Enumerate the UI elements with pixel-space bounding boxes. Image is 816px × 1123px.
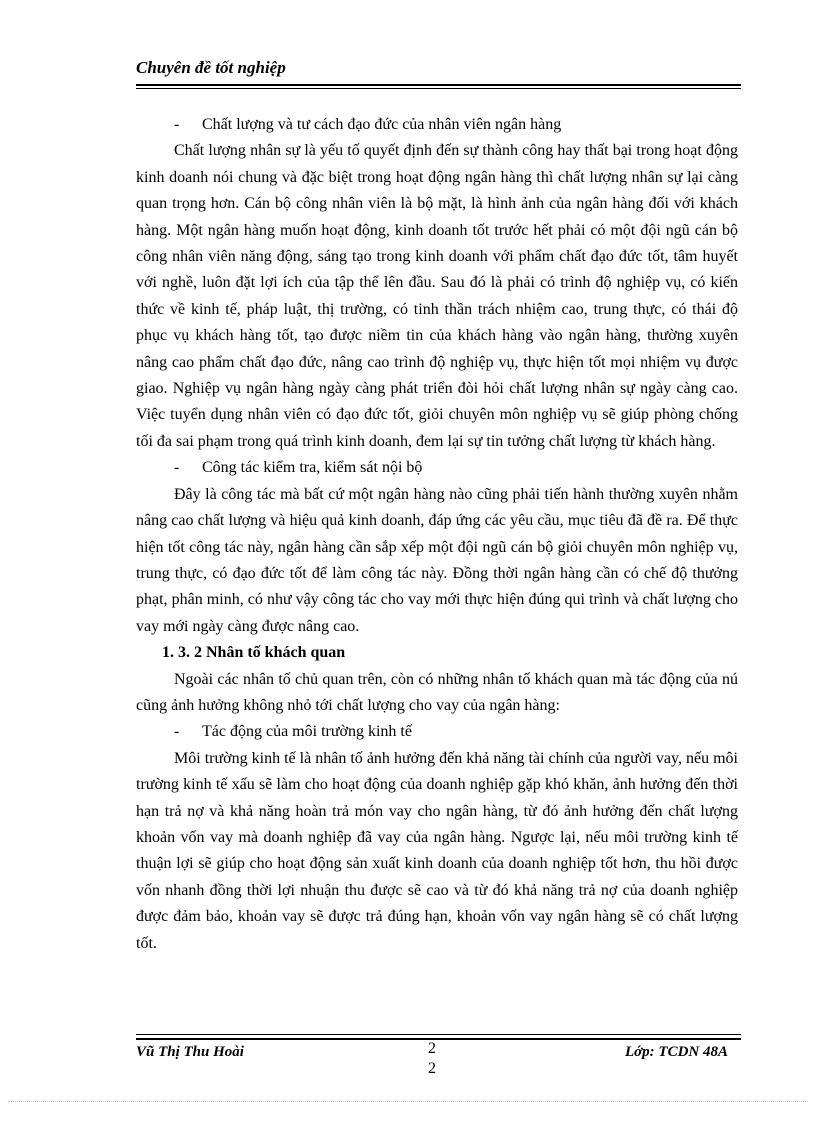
list-item-text: Tác động của môi trường kinh tế [202,723,412,741]
footer-rule-thin [136,1034,741,1035]
dash-bullet: - [174,459,180,477]
page-boundary-dotted-line [8,1101,808,1102]
page-header-title: Chuyên đề tốt nghiệp [136,58,286,77]
header-rule-thin [136,88,741,89]
list-item-staff-quality [136,112,738,138]
header-rule [136,84,741,86]
paragraph-internal-audit: Đây là công tác mà bất cứ một ngân hàng nào cũng phải tiến hành thường xuyên nhằm nâng cao chất lượng và hiệu quả kinh doanh, đáp ứng các yêu cầu, mục tiêu đã đề ra. Để thực hiện tốt công tác này, ngân hàng cần sắp xếp một đội ngũ cán bộ giỏi chuyên môn nghiệp vụ, trung thực, có đạo đức tốt để làm công tác này. Đồng thời ngân hàng cần có chế độ thưởng phạt, phân minh, có như vậy công tác cho vay mới thực hiện đúng qui trình và chất lượng cho vay mới ngày càng được nâng cao. [136,485,738,635]
list-item-text: Công tác kiểm tra, kiểm sát nội bộ [202,459,423,477]
paragraph-staff-quality: Chất lượng nhân sự là yếu tố quyết định đến sự thành công hay thất bại trong hoạt động kinh doanh nói chung và đặc biệt trong hoạt động ngân hàng thì chất lượng nhân sự lại càng quan trọng hơn. Cán bộ công nhân viên là bộ mặt, là hình ảnh của ngân hàng đối với khách hàng. Một ngân hàng muốn hoạt động, kinh doanh tốt trước hết phải có một đội ngũ cán bộ công nhân viên năng động, sáng tạo trong kinh doanh với phẩm chất đạo đức tốt, tâm huyết với nghề, luôn đặt lợi ích của tập thể lên đầu. Sau đó là phải có trình độ nghiệp vụ, có kiến thức về kinh tế, pháp luật, thị trường, có tinh thần trách nhiệm cao, trung thực, có thái độ phục vụ khách hàng tốt, tạo được niềm tin của khách hàng vào ngân hàng, thường xuyên nâng cao phẩm chất đạo đức, nâng cao trình độ nghiệp vụ, thực hiện tốt mọi nhiệm vụ được giao. Nghiệp vụ ngân hàng ngày càng phát triển đòi hỏi chất lượng nhân sự ngày càng cao. Việc tuyển dụng nhân viên có đạo đức tốt, giỏi chuyên môn nghiệp vụ sẽ giúp phòng chống tối đa sai phạm trong quá trình kinh doanh, đem lại sự tin tưởng chất lượng từ khách hàng. [136,142,738,450]
paragraph-economic-environment: Môi trường kinh tế là nhân tố ảnh hưởng đến khả năng tài chính của người vay, nếu môi trường kinh tế xấu sẽ làm cho hoạt động của doanh nghiệp gặp khó khăn, ảnh hưởng đến thời hạn trả nợ và khả năng hoàn trả món vay cho ngân hàng, từ đó ảnh hưởng đến chất lượng khoản vốn vay mà doanh nghiệp đã vay của ngân hàng. Ngược lại, nếu môi trường kinh tế thuận lợi sẽ giúp cho hoạt động sản xuất kinh doanh của doanh nghiệp tốt hơn, thu hồi được vốn nhanh đồng thời lợi nhuận thu được sẽ cao và từ đó khả năng trả nợ của doanh nghiệp được đảm bảo, khoản vay sẽ được trả đúng hạn, khoản vốn vay ngân hàng sẽ có chất lượng tốt. [136,749,738,952]
dash-bullet: - [174,116,180,133]
paragraph-objective-factors: Ngoài các nhân tố chủ quan trên, còn có những nhân tố khách quan mà tác động của nú cũng ảnh hưởng không nhỏ tới chất lượng cho vay của ngân hàng: [136,670,738,714]
section-heading: 1. 3. 2 Nhân tố khách quan [162,644,346,662]
footer-rule [136,1038,741,1040]
footer-class-label: Lớp: TCDN 48A [624,1044,728,1060]
list-item-text: Chất lượng và tư cách đạo đức của nhân viên ngân hàng [202,116,562,133]
list-item-internal-audit [136,455,738,481]
list-item-economic-environment [136,719,738,745]
page-number: 2 [428,1040,436,1057]
page-number-duplicate: 2 [428,1060,436,1077]
footer-author: Vũ Thị Thu Hoài [136,1044,244,1060]
dash-bullet: - [174,723,180,741]
document-body [136,112,738,957]
